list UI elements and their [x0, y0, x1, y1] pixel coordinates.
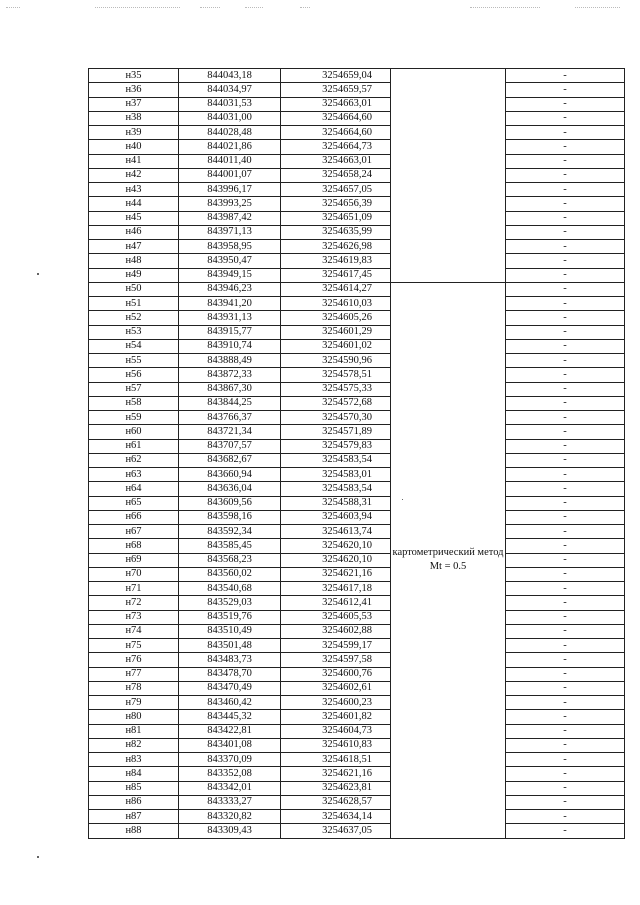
- y-coordinate-cell: 3254600,23: [281, 696, 391, 710]
- point-number-cell: н59: [89, 411, 179, 425]
- table-row: [89, 525, 625, 539]
- point-number-cell: н85: [89, 781, 179, 795]
- y-coordinate-cell: 3254612,41: [281, 596, 391, 610]
- point-number-cell: н50: [89, 282, 179, 296]
- x-coordinate-cell: 843483,73: [179, 653, 281, 667]
- table-row: [89, 468, 625, 482]
- x-coordinate-cell: 843352,08: [179, 767, 281, 781]
- x-coordinate-cell: 844028,48: [179, 126, 281, 140]
- table-row: [89, 225, 625, 239]
- description-cell: -: [506, 439, 625, 453]
- description-cell: -: [506, 396, 625, 410]
- description-cell: -: [506, 69, 625, 83]
- y-coordinate-cell: 3254658,24: [281, 168, 391, 182]
- x-coordinate-cell: 843958,95: [179, 240, 281, 254]
- x-coordinate-cell: 843660,94: [179, 468, 281, 482]
- y-coordinate-cell: 3254664,60: [281, 126, 391, 140]
- point-number-cell: н81: [89, 724, 179, 738]
- point-number-cell: н40: [89, 140, 179, 154]
- x-coordinate-cell: 843707,57: [179, 439, 281, 453]
- y-coordinate-cell: 3254659,04: [281, 69, 391, 83]
- y-coordinate-cell: 3254601,82: [281, 710, 391, 724]
- x-coordinate-cell: 844001,07: [179, 168, 281, 182]
- point-number-cell: н36: [89, 83, 179, 97]
- x-coordinate-cell: 843721,34: [179, 425, 281, 439]
- table-row: [89, 639, 625, 653]
- point-number-cell: н69: [89, 553, 179, 567]
- table-row: [89, 297, 625, 311]
- point-number-cell: н68: [89, 539, 179, 553]
- table-row: [89, 610, 625, 624]
- table-row: [89, 154, 625, 168]
- point-number-cell: н51: [89, 297, 179, 311]
- point-number-cell: н53: [89, 325, 179, 339]
- y-coordinate-cell: 3254614,27: [281, 282, 391, 296]
- x-coordinate-cell: 843915,77: [179, 325, 281, 339]
- description-cell: -: [506, 268, 625, 282]
- description-cell: -: [506, 197, 625, 211]
- x-coordinate-cell: 843568,23: [179, 553, 281, 567]
- y-coordinate-cell: 3254575,33: [281, 382, 391, 396]
- table-row: [89, 240, 625, 254]
- table-row: [89, 482, 625, 496]
- description-cell: -: [506, 126, 625, 140]
- y-coordinate-cell: 3254604,73: [281, 724, 391, 738]
- description-cell: -: [506, 696, 625, 710]
- x-coordinate-cell: 843950,47: [179, 254, 281, 268]
- x-coordinate-cell: 843333,27: [179, 795, 281, 809]
- description-cell: -: [506, 539, 625, 553]
- point-number-cell: н67: [89, 525, 179, 539]
- description-cell: -: [506, 724, 625, 738]
- description-cell: -: [506, 154, 625, 168]
- point-number-cell: н63: [89, 468, 179, 482]
- point-number-cell: н79: [89, 696, 179, 710]
- table-row: [89, 126, 625, 140]
- x-coordinate-cell: 843844,25: [179, 396, 281, 410]
- table-row: [89, 767, 625, 781]
- point-number-cell: н60: [89, 425, 179, 439]
- description-cell: -: [506, 553, 625, 567]
- y-coordinate-cell: 3254601,02: [281, 339, 391, 353]
- table-row: [89, 795, 625, 809]
- table-row: [89, 254, 625, 268]
- x-coordinate-cell: 843370,09: [179, 753, 281, 767]
- x-coordinate-cell: 843478,70: [179, 667, 281, 681]
- point-number-cell: н76: [89, 653, 179, 667]
- x-coordinate-cell: 843445,32: [179, 710, 281, 724]
- point-number-cell: н55: [89, 354, 179, 368]
- point-number-cell: н47: [89, 240, 179, 254]
- table-row: [89, 624, 625, 638]
- y-coordinate-cell: 3254578,51: [281, 368, 391, 382]
- description-cell: -: [506, 211, 625, 225]
- table-row: [89, 69, 625, 83]
- description-cell: -: [506, 240, 625, 254]
- description-cell: -: [506, 753, 625, 767]
- description-cell: -: [506, 567, 625, 581]
- description-cell: -: [506, 325, 625, 339]
- point-number-cell: н72: [89, 596, 179, 610]
- point-number-cell: н41: [89, 154, 179, 168]
- table-row: [89, 197, 625, 211]
- point-number-cell: н35: [89, 69, 179, 83]
- y-coordinate-cell: 3254618,51: [281, 753, 391, 767]
- x-coordinate-cell: 843342,01: [179, 781, 281, 795]
- table-row: [89, 453, 625, 467]
- x-coordinate-cell: 843609,56: [179, 496, 281, 510]
- x-coordinate-cell: 843946,23: [179, 282, 281, 296]
- x-coordinate-cell: 844031,53: [179, 97, 281, 111]
- point-number-cell: н66: [89, 510, 179, 524]
- description-cell: -: [506, 710, 625, 724]
- point-number-cell: н52: [89, 311, 179, 325]
- y-coordinate-cell: 3254602,61: [281, 681, 391, 695]
- description-cell: -: [506, 453, 625, 467]
- x-coordinate-cell: 843592,34: [179, 525, 281, 539]
- x-coordinate-cell: 843987,42: [179, 211, 281, 225]
- description-cell: -: [506, 525, 625, 539]
- point-number-cell: н49: [89, 268, 179, 282]
- y-coordinate-cell: 3254572,68: [281, 396, 391, 410]
- table-row: [89, 111, 625, 125]
- x-coordinate-cell: 843996,17: [179, 183, 281, 197]
- point-number-cell: н82: [89, 738, 179, 752]
- y-coordinate-cell: 3254619,83: [281, 254, 391, 268]
- y-coordinate-cell: 3254621,16: [281, 767, 391, 781]
- x-coordinate-cell: 843529,03: [179, 596, 281, 610]
- table-row: [89, 211, 625, 225]
- y-coordinate-cell: 3254602,88: [281, 624, 391, 638]
- point-number-cell: н44: [89, 197, 179, 211]
- point-number-cell: н83: [89, 753, 179, 767]
- point-number-cell: н86: [89, 795, 179, 809]
- y-coordinate-cell: 3254610,83: [281, 738, 391, 752]
- y-coordinate-cell: 3254583,54: [281, 453, 391, 467]
- table-row: [89, 140, 625, 154]
- method-cell: картометрический метод Mt = 0.5: [391, 282, 506, 838]
- description-cell: -: [506, 781, 625, 795]
- description-cell: -: [506, 667, 625, 681]
- y-coordinate-cell: 3254588,31: [281, 496, 391, 510]
- table-row: [89, 810, 625, 824]
- description-cell: -: [506, 510, 625, 524]
- scan-speck: [402, 499, 403, 500]
- table-row: [89, 83, 625, 97]
- y-coordinate-cell: 3254583,54: [281, 482, 391, 496]
- description-cell: -: [506, 297, 625, 311]
- x-coordinate-cell: 843460,42: [179, 696, 281, 710]
- description-cell: -: [506, 97, 625, 111]
- table-row: [89, 653, 625, 667]
- x-coordinate-cell: 844021,86: [179, 140, 281, 154]
- x-coordinate-cell: 844011,40: [179, 154, 281, 168]
- table-row: [89, 268, 625, 282]
- description-cell: -: [506, 282, 625, 296]
- table-row: [89, 710, 625, 724]
- description-cell: -: [506, 354, 625, 368]
- x-coordinate-cell: 844034,97: [179, 83, 281, 97]
- table-row: [89, 738, 625, 752]
- description-cell: -: [506, 254, 625, 268]
- table-row: [89, 539, 625, 553]
- point-number-cell: н58: [89, 396, 179, 410]
- description-cell: -: [506, 111, 625, 125]
- table-row: [89, 753, 625, 767]
- y-coordinate-cell: 3254664,73: [281, 140, 391, 154]
- point-number-cell: н48: [89, 254, 179, 268]
- y-coordinate-cell: 3254623,81: [281, 781, 391, 795]
- table-row: [89, 354, 625, 368]
- description-cell: -: [506, 496, 625, 510]
- y-coordinate-cell: 3254663,01: [281, 97, 391, 111]
- y-coordinate-cell: 3254617,18: [281, 582, 391, 596]
- method-empty-cell: [391, 69, 506, 283]
- y-coordinate-cell: 3254590,96: [281, 354, 391, 368]
- y-coordinate-cell: 3254571,89: [281, 425, 391, 439]
- point-number-cell: н74: [89, 624, 179, 638]
- description-cell: -: [506, 596, 625, 610]
- description-cell: -: [506, 810, 625, 824]
- coordinates-table: [88, 68, 625, 839]
- point-number-cell: н64: [89, 482, 179, 496]
- y-coordinate-cell: 3254610,03: [281, 297, 391, 311]
- description-cell: -: [506, 468, 625, 482]
- description-cell: -: [506, 610, 625, 624]
- y-coordinate-cell: 3254605,26: [281, 311, 391, 325]
- table-row: [89, 582, 625, 596]
- y-coordinate-cell: 3254621,16: [281, 567, 391, 581]
- x-coordinate-cell: 843949,15: [179, 268, 281, 282]
- table-row: [89, 339, 625, 353]
- description-cell: -: [506, 653, 625, 667]
- table-row: [89, 724, 625, 738]
- table-row: [89, 183, 625, 197]
- point-number-cell: н73: [89, 610, 179, 624]
- x-coordinate-cell: 843872,33: [179, 368, 281, 382]
- y-coordinate-cell: 3254663,01: [281, 154, 391, 168]
- description-cell: -: [506, 183, 625, 197]
- y-coordinate-cell: 3254613,74: [281, 525, 391, 539]
- x-coordinate-cell: 843993,25: [179, 197, 281, 211]
- point-number-cell: н88: [89, 824, 179, 838]
- y-coordinate-cell: 3254579,83: [281, 439, 391, 453]
- point-number-cell: н45: [89, 211, 179, 225]
- description-cell: -: [506, 482, 625, 496]
- y-coordinate-cell: 3254656,39: [281, 197, 391, 211]
- description-cell: -: [506, 624, 625, 638]
- x-coordinate-cell: 843422,81: [179, 724, 281, 738]
- y-coordinate-cell: 3254583,01: [281, 468, 391, 482]
- table-row: [89, 496, 625, 510]
- x-coordinate-cell: 843598,16: [179, 510, 281, 524]
- description-cell: -: [506, 582, 625, 596]
- table-row: [89, 667, 625, 681]
- y-coordinate-cell: 3254605,53: [281, 610, 391, 624]
- x-coordinate-cell: 843931,13: [179, 311, 281, 325]
- point-number-cell: н77: [89, 667, 179, 681]
- point-number-cell: н65: [89, 496, 179, 510]
- point-number-cell: н61: [89, 439, 179, 453]
- x-coordinate-cell: 843501,48: [179, 639, 281, 653]
- x-coordinate-cell: 843320,82: [179, 810, 281, 824]
- table-row: [89, 368, 625, 382]
- description-cell: -: [506, 639, 625, 653]
- point-number-cell: н62: [89, 453, 179, 467]
- description-cell: -: [506, 368, 625, 382]
- x-coordinate-cell: 843585,45: [179, 539, 281, 553]
- x-coordinate-cell: 843766,37: [179, 411, 281, 425]
- x-coordinate-cell: 843519,76: [179, 610, 281, 624]
- table-row: [89, 311, 625, 325]
- y-coordinate-cell: 3254634,14: [281, 810, 391, 824]
- point-number-cell: н70: [89, 567, 179, 581]
- point-number-cell: н37: [89, 97, 179, 111]
- description-cell: -: [506, 140, 625, 154]
- x-coordinate-cell: 843971,13: [179, 225, 281, 239]
- table-row: [89, 696, 625, 710]
- y-coordinate-cell: 3254603,94: [281, 510, 391, 524]
- description-cell: -: [506, 425, 625, 439]
- y-coordinate-cell: 3254600,76: [281, 667, 391, 681]
- y-coordinate-cell: 3254628,57: [281, 795, 391, 809]
- description-cell: -: [506, 738, 625, 752]
- point-number-cell: н42: [89, 168, 179, 182]
- y-coordinate-cell: 3254657,05: [281, 183, 391, 197]
- point-number-cell: н78: [89, 681, 179, 695]
- y-coordinate-cell: 3254617,45: [281, 268, 391, 282]
- point-number-cell: н84: [89, 767, 179, 781]
- point-number-cell: н43: [89, 183, 179, 197]
- x-coordinate-cell: 843867,30: [179, 382, 281, 396]
- x-coordinate-cell: 844031,00: [179, 111, 281, 125]
- y-coordinate-cell: 3254637,05: [281, 824, 391, 838]
- x-coordinate-cell: 843682,67: [179, 453, 281, 467]
- point-number-cell: н71: [89, 582, 179, 596]
- table-row: [89, 553, 625, 567]
- y-coordinate-cell: 3254597,58: [281, 653, 391, 667]
- x-coordinate-cell: 843510,49: [179, 624, 281, 638]
- point-number-cell: н39: [89, 126, 179, 140]
- y-coordinate-cell: 3254635,99: [281, 225, 391, 239]
- y-coordinate-cell: 3254664,60: [281, 111, 391, 125]
- description-cell: -: [506, 411, 625, 425]
- y-coordinate-cell: 3254659,57: [281, 83, 391, 97]
- scan-header-artifacts: [0, 7, 640, 11]
- table-row: [89, 596, 625, 610]
- description-cell: -: [506, 168, 625, 182]
- y-coordinate-cell: 3254601,29: [281, 325, 391, 339]
- table-row: [89, 567, 625, 581]
- point-number-cell: н54: [89, 339, 179, 353]
- point-number-cell: н46: [89, 225, 179, 239]
- table-row: [89, 396, 625, 410]
- description-cell: -: [506, 382, 625, 396]
- table-row: [89, 382, 625, 396]
- x-coordinate-cell: 843636,04: [179, 482, 281, 496]
- table-row: [89, 325, 625, 339]
- description-cell: -: [506, 824, 625, 838]
- table-row: [89, 439, 625, 453]
- y-coordinate-cell: 3254599,17: [281, 639, 391, 653]
- x-coordinate-cell: 843888,49: [179, 354, 281, 368]
- description-cell: -: [506, 681, 625, 695]
- table-row: [89, 510, 625, 524]
- x-coordinate-cell: 843560,02: [179, 567, 281, 581]
- coordinates-table-body: [89, 69, 625, 839]
- point-number-cell: н56: [89, 368, 179, 382]
- y-coordinate-cell: 3254626,98: [281, 240, 391, 254]
- description-cell: -: [506, 767, 625, 781]
- table-row: [89, 411, 625, 425]
- point-number-cell: н57: [89, 382, 179, 396]
- x-coordinate-cell: 844043,18: [179, 69, 281, 83]
- description-cell: -: [506, 339, 625, 353]
- table-row: [89, 282, 625, 296]
- description-cell: -: [506, 795, 625, 809]
- y-coordinate-cell: 3254570,30: [281, 411, 391, 425]
- y-coordinate-cell: 3254620,10: [281, 539, 391, 553]
- table-row: [89, 168, 625, 182]
- table-row: [89, 681, 625, 695]
- x-coordinate-cell: 843910,74: [179, 339, 281, 353]
- table-row: [89, 824, 625, 838]
- point-number-cell: н80: [89, 710, 179, 724]
- x-coordinate-cell: 843401,08: [179, 738, 281, 752]
- table-row: [89, 425, 625, 439]
- description-cell: -: [506, 225, 625, 239]
- y-coordinate-cell: 3254620,10: [281, 553, 391, 567]
- description-cell: -: [506, 311, 625, 325]
- x-coordinate-cell: 843470,49: [179, 681, 281, 695]
- point-number-cell: н38: [89, 111, 179, 125]
- y-coordinate-cell: 3254651,09: [281, 211, 391, 225]
- description-cell: -: [506, 83, 625, 97]
- table-row: [89, 97, 625, 111]
- scan-speck: [37, 856, 39, 858]
- point-number-cell: н87: [89, 810, 179, 824]
- x-coordinate-cell: 843540,68: [179, 582, 281, 596]
- table-row: [89, 781, 625, 795]
- x-coordinate-cell: 843309,43: [179, 824, 281, 838]
- point-number-cell: н75: [89, 639, 179, 653]
- x-coordinate-cell: 843941,20: [179, 297, 281, 311]
- scan-speck: [37, 273, 39, 275]
